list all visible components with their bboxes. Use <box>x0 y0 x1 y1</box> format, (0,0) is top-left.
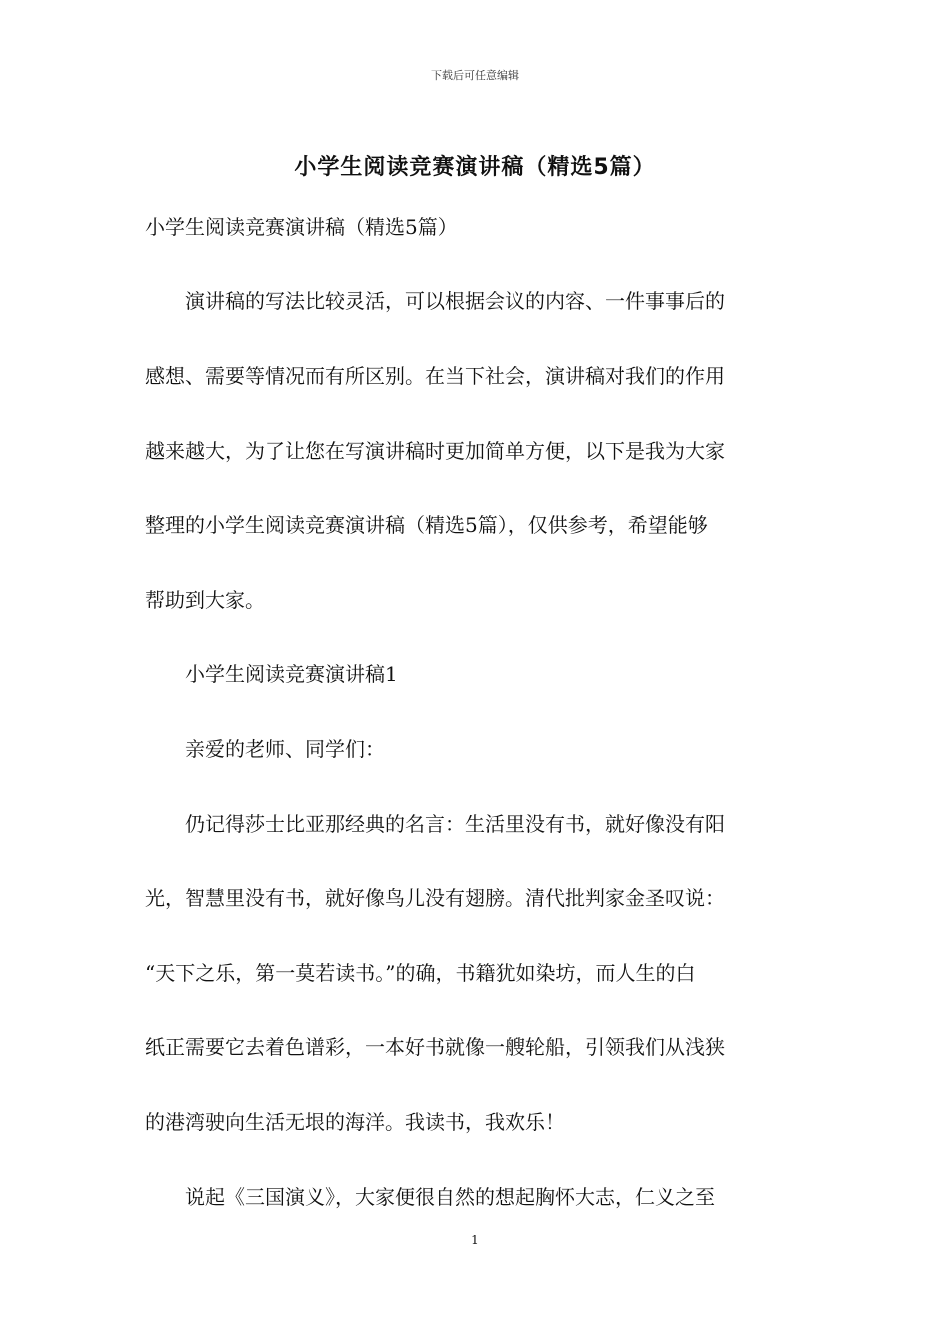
paragraph-line: 光，智慧里没有书，就好像鸟儿没有翅膀。清代批判家金圣叹说： <box>145 886 725 910</box>
paragraph-line: 感想、需要等情况而有所区别。在当下社会，演讲稿对我们的作用 <box>145 364 725 388</box>
paragraph-line: 越来越大，为了让您在写演讲稿时更加简单方便，以下是我为大家 <box>145 439 725 463</box>
paragraph-line: 仍记得莎士比亚那经典的名言：生活里没有书，就好像没有阳 <box>145 812 725 836</box>
paragraph-line: 的港湾驶向生活无垠的海洋。我读书，我欢乐！ <box>145 1110 565 1134</box>
header-note: 下载后可任意编辑 <box>431 69 519 82</box>
paragraph-line: 演讲稿的写法比较灵活，可以根据会议的内容、一件事事后的 <box>145 289 725 313</box>
paragraph-line: 整理的小学生阅读竞赛演讲稿（精选5篇），仅供参考，希望能够 <box>145 513 708 537</box>
page-number: 1 <box>471 1233 479 1247</box>
section-heading: 小学生阅读竞赛演讲稿1 <box>145 662 398 686</box>
paragraph-line: “天下之乐，第一莫若读书。”的确，书籍犹如染坊，而人生的白 <box>145 961 696 985</box>
paragraph-line: 说起《三国演义》，大家便很自然的想起胸怀大志，仁义之至 <box>145 1185 715 1209</box>
paragraph-line: 纸正需要它去着色谱彩，一本好书就像一艘轮船，引领我们从浅狭 <box>145 1035 725 1059</box>
document-title: 小学生阅读竞赛演讲稿（精选5篇） <box>294 155 656 180</box>
paragraph-line: 帮助到大家。 <box>145 588 265 612</box>
greeting-line: 亲爱的老师、同学们： <box>145 737 385 761</box>
subtitle-line: 小学生阅读竞赛演讲稿（精选5篇） <box>145 215 458 239</box>
